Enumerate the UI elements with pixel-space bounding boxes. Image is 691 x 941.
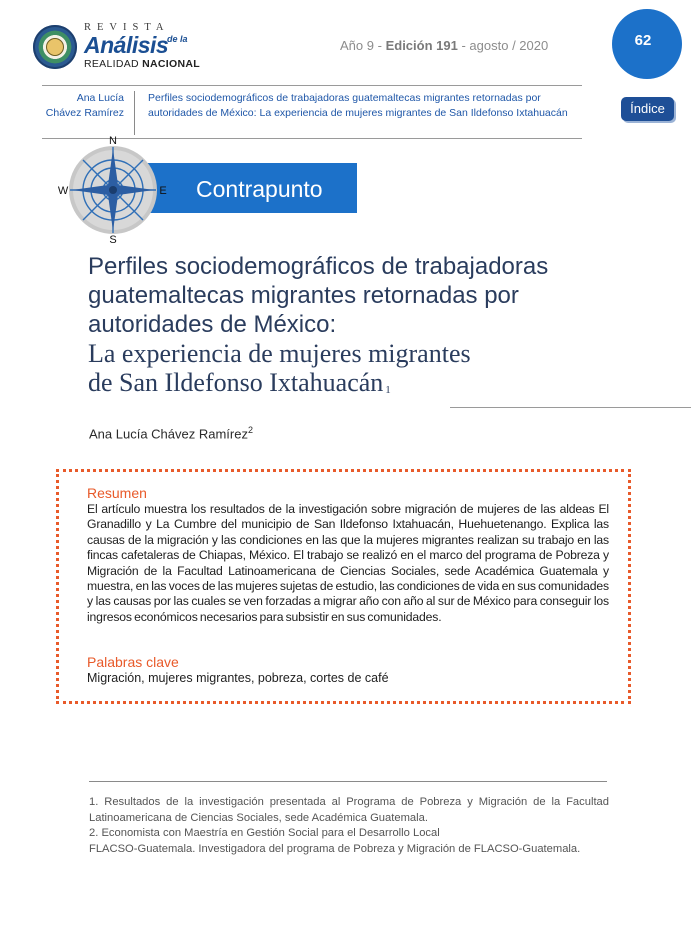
issue-date: agosto / 2020	[469, 38, 549, 53]
article-title: Perfiles sociodemográficos de trabajadoras guatemaltecas migrantes retornadas por autoridades de México:	[88, 253, 549, 338]
abstract-body: El artículo muestra los resultados de la investigación sobre migración de mujeres de las aldeas El Granadillo y La Cumbre del municipio de San Ildefonso Ixtahuacán, Huehuetenango. Explica las causas de la migración y las condiciones en las que la mujeres migrantes realizan su trabajo en las fincas cafetaleras de Chiapas, México. El trabajo se realizó en el marco del programa de Pobreza y Migración de la Facultad Latinoamericana de Ciencias Sociales, sede Académica Guatemala y muestra, en las voces de las mujeres sujetas de estudio, las condiciones de vida en sus comunidades y las causas por las cuales se ven forzadas a migrar año con año al sur de México para conseguir los ingresos económicos necesarios para subsistir en sus comunidades.	[87, 502, 609, 624]
issue-year: Año 9	[340, 38, 374, 53]
running-author: Ana Lucía Chávez Ramírez	[45, 92, 124, 119]
abstract-heading: Resumen	[87, 485, 147, 501]
running-title: Perfiles sociodemográficos de trabajadoras guatemaltecas migrantes retornadas por autoridades de México: La experiencia de mujeres migrantes de San Ildefonso Ixtahuacán	[148, 92, 568, 119]
footnote-1: 1. Resultados de la investigación presentada al Programa de Pobreza y Migración de la Facultad Latinoamericana de Ciencias Sociales, sede Académica Guatemala.	[89, 796, 609, 824]
issue-info: Año 9 - Edición 191 - agosto / 2020	[340, 38, 549, 53]
header-rule-top	[42, 85, 582, 86]
section-label: Contrapunto	[196, 176, 323, 202]
footnote-2: 2. Economista con Maestría en Gestión Social para el Desarrollo Local FLACSO-Guatemala. Investigadora del programa de Pobreza y Migración de FLACSO-Guatemala.	[89, 827, 581, 855]
footnote-rule	[89, 781, 607, 782]
logo-analisis-text: Análisis	[84, 32, 169, 58]
title-rule	[450, 407, 691, 408]
page-number: 62	[634, 32, 652, 49]
logo-revista-text: REVISTA	[84, 22, 170, 33]
compass-n: N	[109, 135, 117, 147]
index-button[interactable]: Índice	[621, 97, 674, 121]
header-divider	[134, 91, 135, 135]
compass-icon	[58, 135, 168, 245]
footnote-ref-2: 2	[247, 425, 253, 435]
compass-w: W	[58, 185, 69, 197]
keywords-list: Migración, mujeres migrantes, pobreza, cortes de café	[87, 671, 389, 685]
logo-de-la-text: de la	[167, 34, 188, 44]
keywords-heading: Palabras clave	[87, 654, 179, 670]
guatemala-seal-logo	[33, 25, 77, 69]
article-author: Ana Lucía Chávez Ramírez$^2$	[89, 425, 253, 442]
issue-edition: Edición 191	[385, 38, 458, 53]
footnote-ref-1: 1	[385, 384, 391, 396]
compass-s: S	[109, 234, 117, 245]
article-subtitle: La experiencia de mujeres migrantes de San Ildefonso Ixtahuacán $^1$	[88, 339, 471, 397]
logo-realidad-nacional-text: REALIDAD NACIONAL	[84, 58, 200, 70]
compass-e: E	[159, 185, 167, 197]
